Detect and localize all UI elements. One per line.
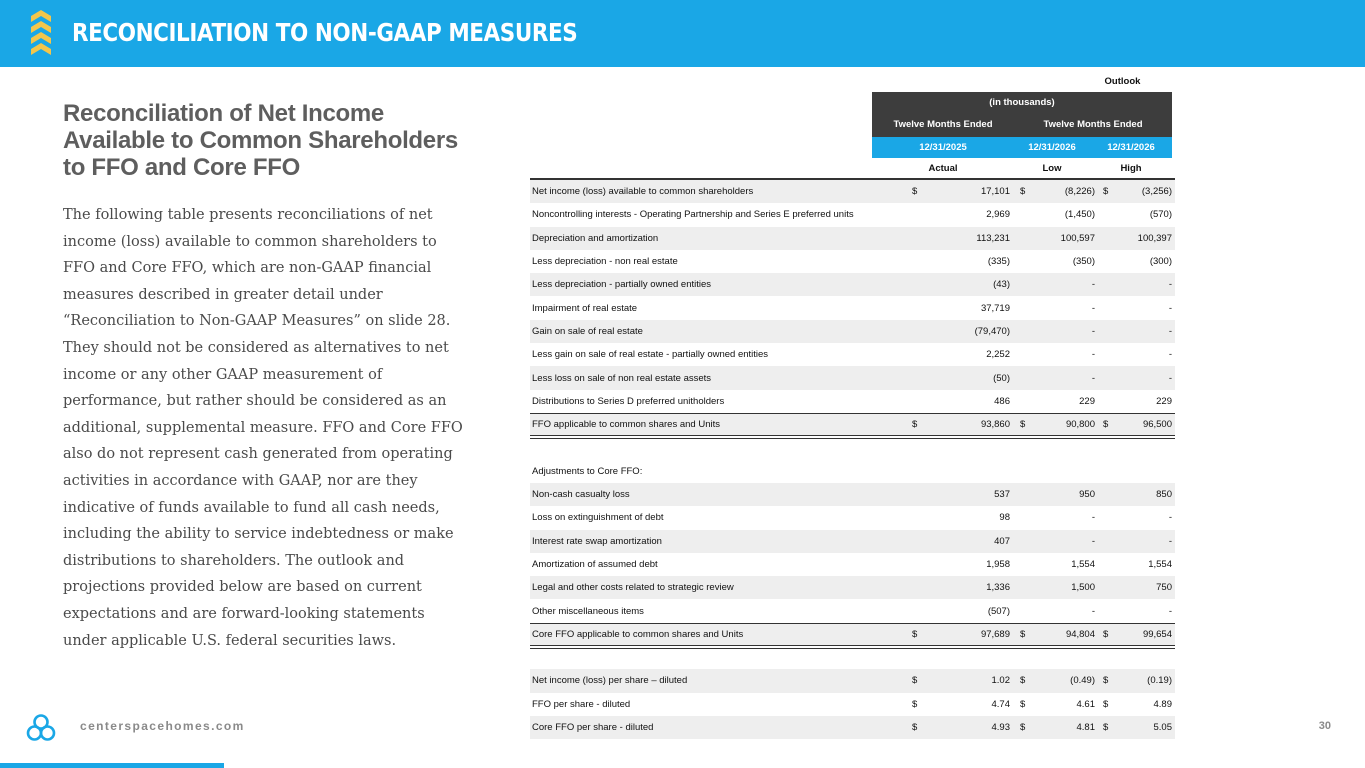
actual-value: 97,689 <box>980 628 1010 640</box>
low-value: 1,554 <box>1071 558 1095 570</box>
description-paragraph: The following table presents reconciliations of net income (loss) available to common shareholders to FFO and Core FFO, which are non-GAAP financial measures described in greater detail under “Reconciliation to Non-GAAP Measures” on slide 28. They should not be considered as alternatives to net income or any other GAAP measurement of performance, but rather should be considered as an additional, supplemental measure. FFO and Core FFO also do not represent cash generated from operating activities in accordance with GAAP, nor are they indicative of funds available to fund all cash needs, including the ability to service indebtedness or make distributions to shareholders. The outlook and projections provided below are based on current expectations and are forward-looking statements under applicable U.S. federal securities laws. <box>63 207 463 649</box>
actual-currency: $ <box>912 186 918 198</box>
low-currency: $ <box>1020 419 1026 431</box>
high-currency: $ <box>1103 186 1109 198</box>
centerspace-logo-icon <box>26 713 56 743</box>
table-row <box>530 553 1175 576</box>
low-value: 1,500 <box>1071 582 1095 594</box>
actual-value: 4.93 <box>991 722 1010 734</box>
high-currency: $ <box>1103 698 1109 710</box>
high-value: 850 <box>1156 489 1172 501</box>
actual-value: 93,860 <box>980 419 1010 431</box>
low-value: 94,804 <box>1065 628 1095 640</box>
high-value: - <box>1168 372 1172 384</box>
high-value: 750 <box>1156 582 1172 594</box>
outlook-header-row <box>530 70 1175 92</box>
low-value: (1,450) <box>1064 209 1095 221</box>
low-value: - <box>1091 535 1095 547</box>
actual-value: 2,969 <box>986 209 1010 221</box>
low-value: 100,597 <box>1060 232 1095 244</box>
low-value: 4.61 <box>1076 698 1095 710</box>
table-row <box>530 203 1175 226</box>
row-label: Less depreciation - non real estate <box>532 256 678 268</box>
date-header-2: 12/31/2026 <box>1014 137 1090 158</box>
actual-value: (79,470) <box>974 325 1010 337</box>
col-header-high: High <box>1120 162 1142 174</box>
header-bar <box>0 0 1365 67</box>
actual-value: (50) <box>993 372 1010 384</box>
actual-value: 98 <box>999 512 1010 524</box>
actual-value: 537 <box>994 489 1010 501</box>
high-currency: $ <box>1103 675 1109 687</box>
low-value: - <box>1091 372 1095 384</box>
table-row <box>530 506 1175 529</box>
row-label: Less loss on sale of non real estate assets <box>532 372 712 384</box>
row-label: FFO applicable to common shares and Units <box>532 419 720 431</box>
row-label: Non-cash casualty loss <box>532 489 630 501</box>
low-currency: $ <box>1020 722 1026 734</box>
table-row <box>530 693 1175 716</box>
table-row <box>530 250 1175 273</box>
period-header-outlook: Twelve Months Ended <box>1014 112 1172 137</box>
units-header: (in thousands) <box>872 92 1172 112</box>
row-label: Legal and other costs related to strategic review <box>532 582 734 594</box>
actual-value: (507) <box>987 605 1010 617</box>
subtotal-rule <box>530 413 1175 414</box>
low-value: - <box>1091 325 1095 337</box>
high-value: (570) <box>1149 209 1172 221</box>
row-label: Core FFO applicable to common shares and Units <box>532 628 744 640</box>
high-currency: $ <box>1103 628 1109 640</box>
low-value: (0.49) <box>1070 675 1095 687</box>
actual-value: 486 <box>994 395 1010 407</box>
high-value: - <box>1168 512 1172 524</box>
table-row <box>530 599 1175 622</box>
row-label: Interest rate swap amortization <box>532 535 662 547</box>
high-value: - <box>1168 349 1172 361</box>
table-row <box>530 320 1175 343</box>
actual-value: 407 <box>994 535 1010 547</box>
high-value: 1,554 <box>1148 558 1172 570</box>
row-label: FFO per share - diluted <box>532 698 631 710</box>
table-row <box>530 460 1175 483</box>
low-currency: $ <box>1020 628 1026 640</box>
row-label: Distributions to Series D preferred unitholders <box>532 395 725 407</box>
low-currency: $ <box>1020 675 1026 687</box>
high-value: - <box>1168 535 1172 547</box>
low-value: (350) <box>1072 256 1095 268</box>
actual-currency: $ <box>912 675 918 687</box>
section-subtitle: Reconciliation of Net Income Available to Common Shareholders to FFO and Core FFO <box>63 100 458 181</box>
high-value: - <box>1168 279 1172 291</box>
high-value: 96,500 <box>1142 419 1172 431</box>
high-currency: $ <box>1103 722 1109 734</box>
low-value: 950 <box>1079 489 1095 501</box>
low-currency: $ <box>1020 186 1026 198</box>
table-row <box>530 646 1175 669</box>
low-value: - <box>1091 605 1095 617</box>
table-row <box>530 297 1175 320</box>
low-value: - <box>1091 302 1095 314</box>
page-title: RECONCILIATION TO NON-GAAP MEASURES <box>72 18 578 47</box>
row-label: Less depreciation - partially owned entities <box>532 279 712 291</box>
table-row <box>530 273 1175 296</box>
high-value: (300) <box>1149 256 1172 268</box>
col-header-low: Low <box>1042 162 1062 174</box>
low-value: (8,226) <box>1064 186 1095 198</box>
col-header-actual: Actual <box>928 162 958 174</box>
row-label: Core FFO per share - diluted <box>532 722 654 734</box>
table-row <box>530 576 1175 599</box>
footer-url[interactable]: centerspacehomes.com <box>80 719 245 733</box>
actual-value: 17,101 <box>980 186 1010 198</box>
actual-currency: $ <box>912 722 918 734</box>
date-header-1: 12/31/2025 <box>872 137 1014 158</box>
actual-value: (335) <box>987 256 1010 268</box>
table-row <box>530 390 1175 413</box>
low-value: - <box>1091 279 1095 291</box>
actual-value: 37,719 <box>980 302 1010 314</box>
high-value: 5.05 <box>1153 722 1172 734</box>
high-value: - <box>1168 302 1172 314</box>
page-number: 30 <box>1318 720 1331 732</box>
low-value: 90,800 <box>1065 419 1095 431</box>
table-row <box>530 343 1175 366</box>
actual-value: 1,336 <box>986 582 1010 594</box>
actual-value: (43) <box>993 279 1010 291</box>
high-currency: $ <box>1103 419 1109 431</box>
footer-accent-bar <box>0 763 224 768</box>
low-value: - <box>1091 512 1095 524</box>
actual-value: 1,958 <box>986 558 1010 570</box>
row-label: Loss on extinguishment of debt <box>532 512 664 524</box>
table-row <box>530 530 1175 553</box>
low-value: - <box>1091 349 1095 361</box>
low-value: 229 <box>1079 395 1095 407</box>
high-value: 99,654 <box>1142 628 1172 640</box>
table-row <box>530 436 1175 459</box>
table-row <box>530 180 1175 203</box>
row-label: Gain on sale of real estate <box>532 325 643 337</box>
chevron-logo-icon <box>28 8 54 56</box>
actual-currency: $ <box>912 419 918 431</box>
high-value: 229 <box>1156 395 1172 407</box>
row-label: Amortization of assumed debt <box>532 558 658 570</box>
row-label: Less gain on sale of real estate - partially owned entities <box>532 349 769 361</box>
table-row <box>530 227 1175 250</box>
period-header-actual: Twelve Months Ended <box>872 112 1014 137</box>
table-row <box>530 623 1175 646</box>
high-value: 4.89 <box>1153 698 1172 710</box>
table-row <box>530 483 1175 506</box>
high-value: (3,256) <box>1141 186 1172 198</box>
row-label: Noncontrolling interests - Operating Partnership and Series E preferred units <box>532 209 854 221</box>
low-value: 4.81 <box>1076 722 1095 734</box>
actual-value: 4.74 <box>991 698 1010 710</box>
row-label: Adjustments to Core FFO: <box>532 465 643 477</box>
high-value: - <box>1168 605 1172 617</box>
table-row <box>530 716 1175 739</box>
actual-currency: $ <box>912 698 918 710</box>
row-label: Net income (loss) per share – diluted <box>532 675 688 687</box>
high-value: - <box>1168 325 1172 337</box>
actual-value: 1.02 <box>991 675 1010 687</box>
row-label: Other miscellaneous items <box>532 605 644 617</box>
row-label: Net income (loss) available to common shareholders <box>532 186 754 198</box>
actual-currency: $ <box>912 628 918 640</box>
low-currency: $ <box>1020 698 1026 710</box>
high-value: (0.19) <box>1147 675 1172 687</box>
date-header-3: 12/31/2026 <box>1090 137 1172 158</box>
table-row <box>530 413 1175 436</box>
high-value: 100,397 <box>1137 232 1172 244</box>
row-label: Depreciation and amortization <box>532 232 659 244</box>
table-row <box>530 669 1175 692</box>
actual-value: 113,231 <box>976 232 1010 244</box>
actual-value: 2,252 <box>986 349 1010 361</box>
outlook-label: Outlook <box>1104 75 1141 87</box>
row-label: Impairment of real estate <box>532 302 638 314</box>
subtotal-rule <box>530 623 1175 624</box>
table-row <box>530 366 1175 389</box>
